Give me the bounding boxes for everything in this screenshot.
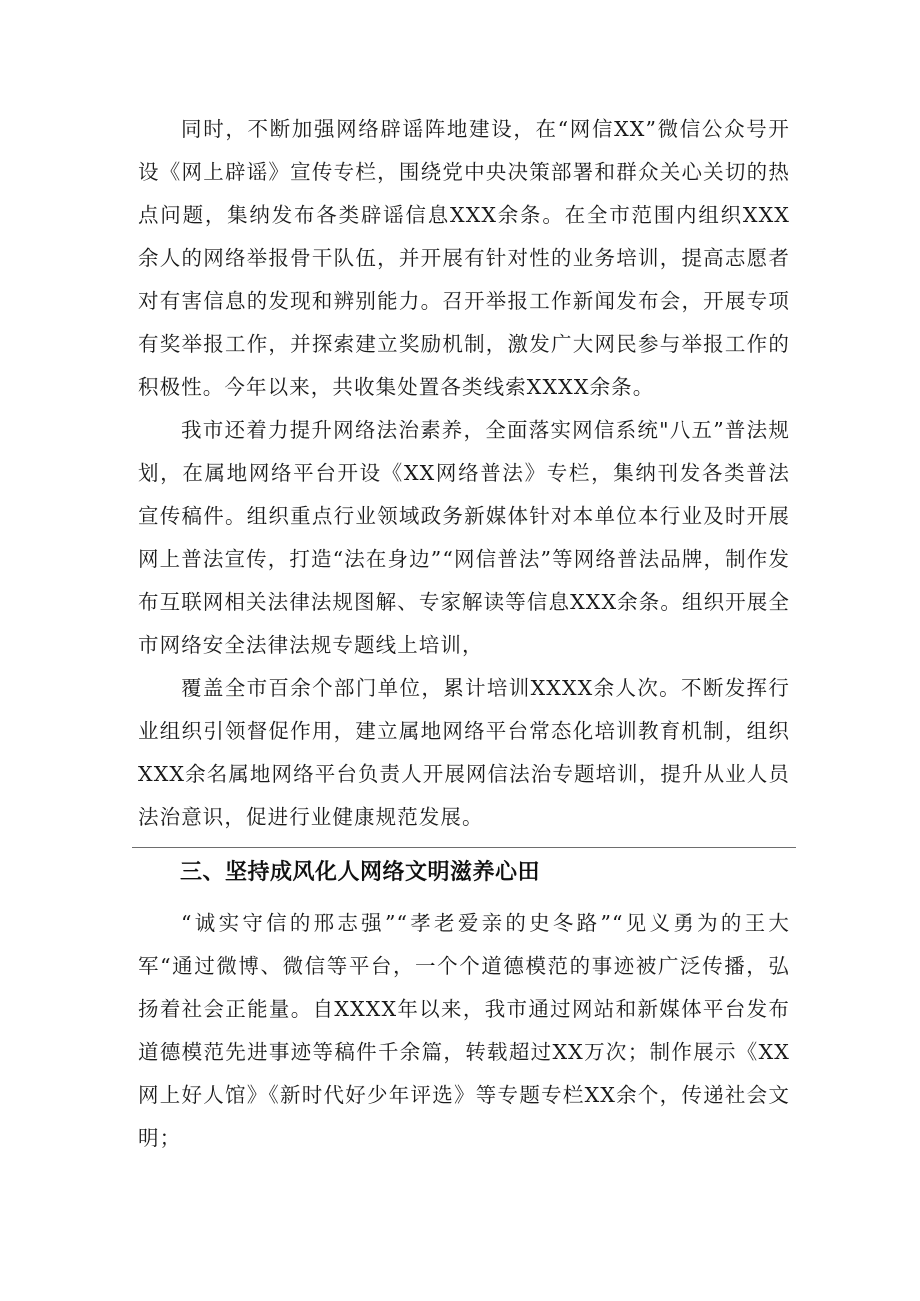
paragraph-training-coverage: 覆盖全市百余个部门单位，累计培训XXXX余人次。不断发挥行业组织引领督促作用，建立属地网络平台常态化培训教育机制，组织XXX余名属地网络平台负责人开展网信法治专题培训，提升从业人员法治意识，促进行业健康规范发展。	[138, 676, 790, 829]
section-divider	[132, 847, 796, 848]
document-body	[138, 108, 790, 1160]
paragraph-legal-literacy: 我市还着力提升网络法治素养，全面落实网信系统"八五”普法规划，在属地网络平台开设《XX网络普法》专栏，集纳刊发各类普法宣传稿件。组织重点行业领域政务新媒体针对本单位本行业及时开展网上普法宣传，打造“法在身边”“网信普法”等网络普法品牌，制作发布互联网相关法律法规图解、专家解读等信息XXX余条。组织开展全市网络安全法律法规专题线上培训，	[138, 418, 790, 657]
paragraph-rumor-refutation: 同时，不断加强网络辟谣阵地建设，在“网信XX”微信公众号开设《网上辟谣》宣传专栏，围绕党中央决策部署和群众关心关切的热点问题，集纳发布各类辟谣信息XXX余条。在全市范围内组织XXX余人的网络举报骨干队伍，并开展有针对性的业务培训，提高志愿者对有害信息的发现和辨别能力。召开举报工作新闻发布会，开展专项有奖举报工作，并探索建立奖励机制，激发广大网民参与举报工作的积极性。今年以来，共收集处置各类线索XXXX余条。	[138, 117, 790, 399]
paragraph-moral-models: “诚实守信的邢志强”“孝老爱亲的史冬路”“见义勇为的王大军“通过微博、微信等平台，一个个道德模范的事迹被广泛传播，弘扬着社会正能量。自XXXX年以来，我市通过网站和新媒体平台发布道德模范先进事迹等稿件千余篇，转载超过XX万次；制作展示《XX网上好人馆》《新时代好少年评选》等专题专栏XX余个，传递社会文明；	[138, 911, 790, 1150]
section-heading: 三、坚持成风化人网络文明滋养心田	[180, 860, 541, 885]
